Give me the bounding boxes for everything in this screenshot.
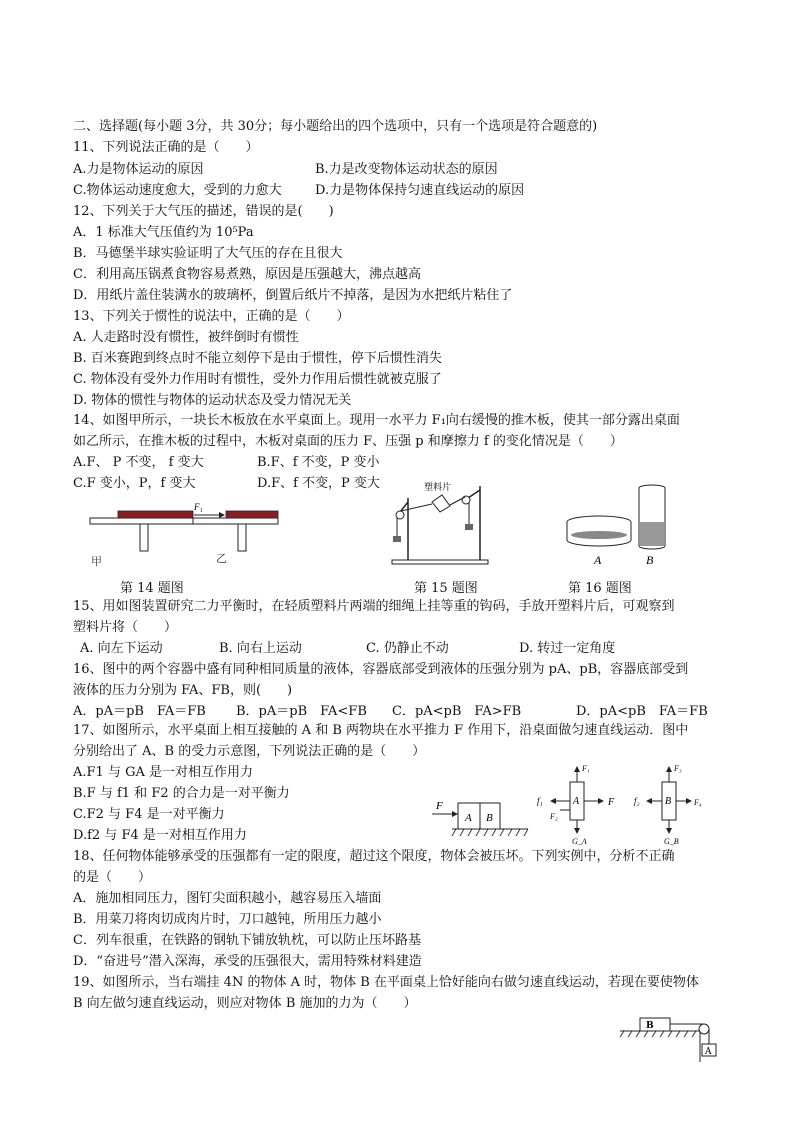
q18-option-d: D．“奋进号”潜入深海，承受的压强很大，需用特殊材料建造 <box>73 954 422 969</box>
q11-option-b: B.力是改变物体运动状态的原因 <box>315 162 498 177</box>
q14-option-c: C.F 变小，P，f 变大 <box>73 476 196 491</box>
fig14-caption: 第 14 题图 <box>120 581 184 596</box>
fig16-liquid-a <box>571 531 627 539</box>
fig19-block-b <box>640 1018 670 1031</box>
q16-line2: 液体的压力分别为 FA、FB，则( ) <box>73 683 293 698</box>
fig17-block-b-label: B <box>486 812 493 824</box>
q14-option-b: B.F、f 不变，P 变小 <box>257 455 380 470</box>
q14-line2: 如乙所示，在推木板的过程中，木板对桌面的压力 F、压强 p 和摩擦力 f 的变化情况是（ ） <box>73 434 623 449</box>
q18-line1: 18、任何物体能够承受的压强都有一定的限度，超过这个限度，物体会被压坏。下列实例中，分析不正确 <box>73 849 675 864</box>
fig17-push-arrowhead <box>452 811 458 817</box>
fig19-block-b-label: B <box>646 1021 654 1031</box>
q16-line1: 16、图中的两个容器中盛有同种相同质量的液体，容器底部受到液体的压强分别为 pA、pB，容器底部受到 <box>73 662 689 677</box>
fig17-fbd-b-label: B <box>665 796 672 807</box>
fig17-ground-hatch <box>452 829 528 836</box>
fig19-pulley <box>699 1024 709 1034</box>
q19-line1: 19、如图所示，当右端挂 4N 的物体 A 时，物体 B 在平面桌上恰好能向右做匀速直线运动，若现在要使物体 <box>73 975 699 990</box>
fig17-fbd-a-left-head <box>550 798 556 804</box>
figure-17-blocks <box>430 796 540 846</box>
q13-option-d: D. 物体的惯性与物体的运动状态及受力情况无关 <box>73 393 352 408</box>
q15-option-b: B. 向右上运动 <box>219 641 302 656</box>
fig17-fbd-a-F2: F₂ <box>550 812 558 821</box>
q12-option-a: A．1 标准大气压值约为 10⁵Pa <box>73 225 254 240</box>
fig14-table-top-jia <box>90 518 195 524</box>
figure-16 <box>563 482 673 567</box>
fig17-push-label: F <box>436 800 443 812</box>
fig17-fbd-a-label: A <box>573 796 580 807</box>
q11-option-a: A.力是物体运动的原因 <box>73 162 204 177</box>
section-header: 二、选择题(每小题 3分，共 30分；每小题给出的四个选项中，只有一个选项是符合题意的) <box>73 119 598 134</box>
q11-option-d: D.力是物体保持匀速直线运动的原因 <box>315 183 525 198</box>
fig17-fbd-b-down-head <box>666 828 672 834</box>
q17-line2: 分别给出了 A、B 的受力示意图，下列说法正确的是（ ） <box>73 744 426 759</box>
figure-19 <box>618 1016 728 1062</box>
fig16-caption: 第 16 题图 <box>568 581 632 596</box>
fig14-force-arrowhead <box>219 512 225 518</box>
fig17-fbd-b-F3: F₃ <box>674 764 682 773</box>
fig17-fbd-b-left-head <box>646 798 652 804</box>
fig15-left-weight <box>393 536 401 542</box>
q18-option-a: A．施加相同压力，图钉尖面积越小，越容易压入墙面 <box>73 891 382 906</box>
fig15-plastic-card <box>432 495 450 512</box>
fig15-card-label: 塑料片 <box>424 483 452 493</box>
q11-stem: 11、下列说法正确的是（ ） <box>73 140 259 155</box>
fig17-fbd-b-f2: f₂ <box>634 796 640 806</box>
q13-stem: 13、下列关于惯性的说法中，正确的是（ ） <box>73 309 350 324</box>
fig15-caption: 第 15 题图 <box>414 581 478 596</box>
q17-option-a: A.F1 与 GA 是一对相互作用力 <box>73 765 253 780</box>
fig17-fbd-a-right-head <box>598 798 604 804</box>
q17-option-b: B.F 与 f1 和 F2 的合力是一对平衡力 <box>73 786 290 801</box>
fig16-label-a: A <box>594 553 602 567</box>
q17-option-d: D.f2 与 F4 是一对相互作用力 <box>73 828 247 843</box>
q16-option-c: C．pA<pB FA>FB <box>392 704 522 719</box>
fig17-fbd-a-GA: G_A <box>572 837 587 846</box>
fig15-base <box>392 560 488 564</box>
fig15-right-arm <box>468 490 480 498</box>
q15-option-a: A. 向左下运动 <box>80 641 163 656</box>
q13-option-b: B. 百米赛跑到终点时不能立刻停下是由于惯性，停下后惯性消失 <box>73 351 442 366</box>
q11-option-c: C.物体运动速度愈大，受到的力愈大 <box>73 183 282 198</box>
fig17-fbd-b-up-head <box>666 766 672 772</box>
fig14-board-jia <box>118 511 193 518</box>
fig17-fbd-a-F1: F₁ <box>582 764 590 773</box>
q14-option-a: A.F、 P 不变， f 变大 <box>73 455 204 470</box>
fig19-block-a-label: A <box>705 1047 712 1057</box>
figure-17-fbd-a <box>532 760 622 850</box>
fig14-label-jia: 甲 <box>91 555 102 568</box>
fig14-force-label: F₁ <box>194 502 203 512</box>
q12-option-c: C．利用高压锅煮食物容易煮熟，原因是压强越大，沸点越高 <box>73 267 421 282</box>
fig17-fbd-b-right-head <box>686 798 692 804</box>
q13-option-c: C. 物体没有受外力作用时有惯性，受外力作用后惯性就被克服了 <box>73 372 442 387</box>
q15-line2: 塑料片将（ ） <box>73 620 178 635</box>
figure-17-fbd-b <box>630 760 720 850</box>
q14-line1: 14、如图甲所示，一块长木板放在水平桌面上。现用一水平力 F₁向右缓慢的推木板，使其一部分露出桌面 <box>73 413 680 428</box>
q18-line2: 的是（ ） <box>73 870 152 885</box>
fig17-fbd-a-F: F <box>608 797 615 808</box>
fig15-right-weight <box>465 524 473 530</box>
fig14-board-yi <box>226 511 278 518</box>
figure-15 <box>388 478 498 578</box>
fig14-table-leg-jia <box>140 524 148 551</box>
q16-option-d: D．pA<pB FA＝FB <box>576 704 708 719</box>
fig14-table-leg-yi <box>238 524 246 551</box>
fig16-label-b: B <box>646 553 654 567</box>
fig17-fbd-a-up-head <box>574 766 580 772</box>
fig14-label-yi: 乙 <box>216 552 227 565</box>
fig17-block-a-label: A <box>465 812 472 824</box>
q19-line2: B 向左做匀速直线运动，则应对物体 B 施加的力为（ ） <box>73 996 417 1011</box>
q15-line1: 15、用如图装置研究二力平衡时，在轻质塑料片两端的细绳上挂等重的钩码，手放开塑料片后，可观察到 <box>73 599 675 614</box>
fig17-fbd-a-down-head <box>574 828 580 834</box>
fig19-table-hatch <box>620 1031 696 1037</box>
q16-option-b: B．pA＝pB FA<FB <box>236 704 367 719</box>
q12-option-b: B．马德堡半球实验证明了大气压的存在且很大 <box>73 246 343 261</box>
q18-option-b: B．用菜刀将肉切成肉片时，刀口越钝，所用压力越小 <box>73 912 382 927</box>
q18-option-c: C．列车很重，在铁路的钢轨下铺放轨枕，可以防止压坏路基 <box>73 933 421 948</box>
q14-option-d: D.F、f 不变，P 变大 <box>257 476 380 491</box>
q17-option-c: C.F2 与 F4 是一对平衡力 <box>73 807 225 822</box>
figure-14 <box>88 500 288 580</box>
q17-line1: 17、如图所示，水平桌面上相互接触的 A 和 B 两物块在水平推力 F 作用下，沿桌面做匀速直线运动．图中 <box>73 723 689 738</box>
fig14-table-top-yi <box>193 518 278 524</box>
fig17-fbd-b-F4: F₄ <box>694 798 702 807</box>
q16-option-a: A．pA＝pB FA＝FB <box>73 704 206 719</box>
q15-option-d: D. 转过一定角度 <box>519 641 616 656</box>
q12-stem: 12、下列关于大气压的描述，错误的是( ) <box>73 204 334 219</box>
fig16-liquid-b <box>640 522 664 546</box>
fig17-fbd-b-GB: G_B <box>664 837 679 846</box>
q12-option-d: D．用纸片盖住装满水的玻璃杯，倒置后纸片不掉落，是因为水把纸片粘住了 <box>73 288 513 303</box>
q13-option-a: A. 人走路时没有惯性，被绊倒时有惯性 <box>73 330 299 345</box>
q15-option-c: C. 仍静止不动 <box>366 641 449 656</box>
fig17-fbd-a-f1: f₁ <box>537 796 543 806</box>
